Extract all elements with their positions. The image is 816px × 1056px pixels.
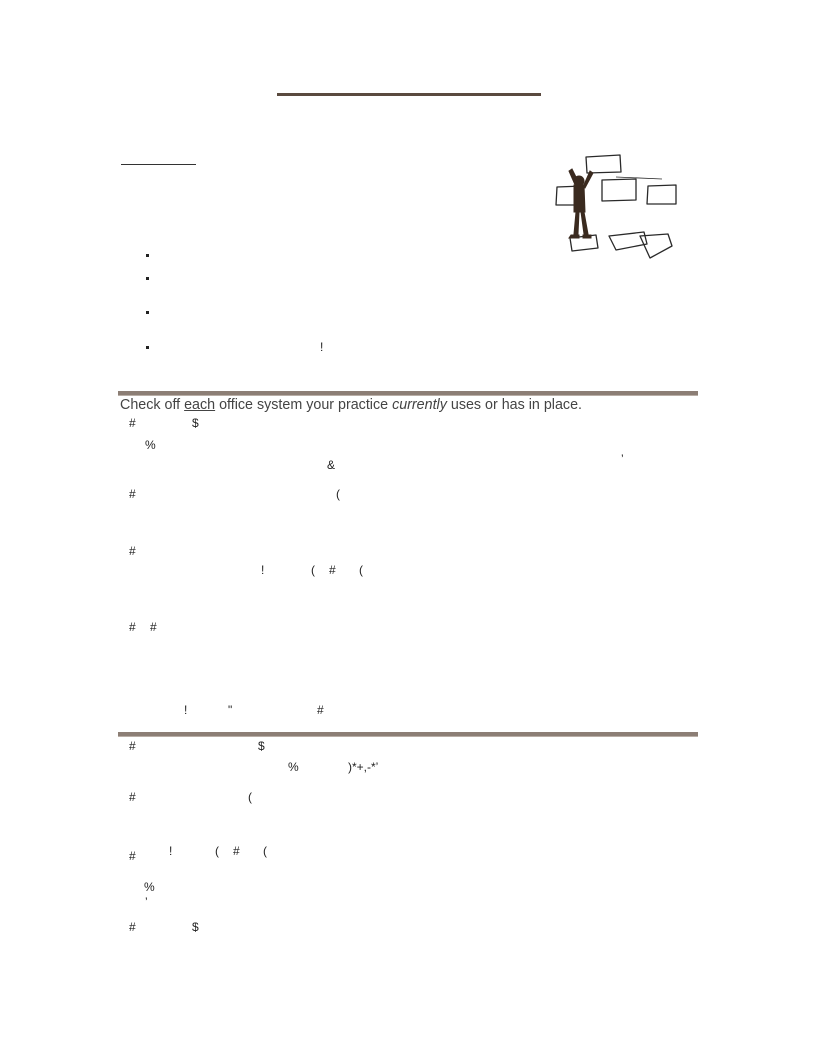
glyph-6: ’ (621, 452, 624, 466)
glyph-24: ( (248, 790, 252, 804)
bullet-2 (146, 277, 149, 280)
glyph-27: ( (215, 844, 219, 858)
glyph-25: # (129, 849, 136, 863)
glyph-26: ! (169, 844, 173, 858)
bullet-3 (146, 311, 149, 314)
glyph-22: )*+,-*’ (348, 760, 379, 774)
glyph-12: # (329, 563, 336, 577)
glyph-31: ’ (145, 895, 148, 909)
title-underline (277, 93, 541, 96)
glyph-5: & (327, 458, 336, 472)
intro-heading-underline (121, 164, 196, 165)
glyph-13: ( (359, 563, 363, 577)
glyph-9: # (129, 544, 136, 558)
office-systems-illustration (552, 150, 682, 265)
instruction-text: Check off each office system your practice currently uses or has in place. (120, 397, 582, 413)
glyph-21: % (288, 760, 299, 774)
glyph-10: ! (261, 563, 265, 577)
glyph-14: # (129, 620, 136, 634)
glyph-16: ! (184, 703, 188, 717)
glyph-4: % (145, 438, 156, 452)
glyph-19: # (129, 739, 136, 753)
glyph-18: # (317, 703, 324, 717)
glyph-17: " (228, 703, 233, 717)
glyph-23: # (129, 790, 136, 804)
glyph-2: # (129, 416, 136, 430)
bullet-4 (146, 346, 149, 349)
glyph-32: # (129, 920, 136, 934)
glyph-30: % (144, 880, 155, 894)
glyph-29: ( (263, 844, 267, 858)
bullet-1 (146, 254, 149, 257)
glyph-1: ! (320, 340, 324, 354)
glyph-3: $ (192, 416, 199, 430)
glyph-11: ( (311, 563, 315, 577)
glyph-8: ( (336, 487, 340, 501)
glyph-33: $ (192, 920, 199, 934)
section-1-rule (118, 391, 698, 396)
glyph-20: $ (258, 739, 265, 753)
section-2-rule (118, 732, 698, 737)
glyph-7: # (129, 487, 136, 501)
glyph-15: # (150, 620, 157, 634)
glyph-28: # (233, 844, 240, 858)
